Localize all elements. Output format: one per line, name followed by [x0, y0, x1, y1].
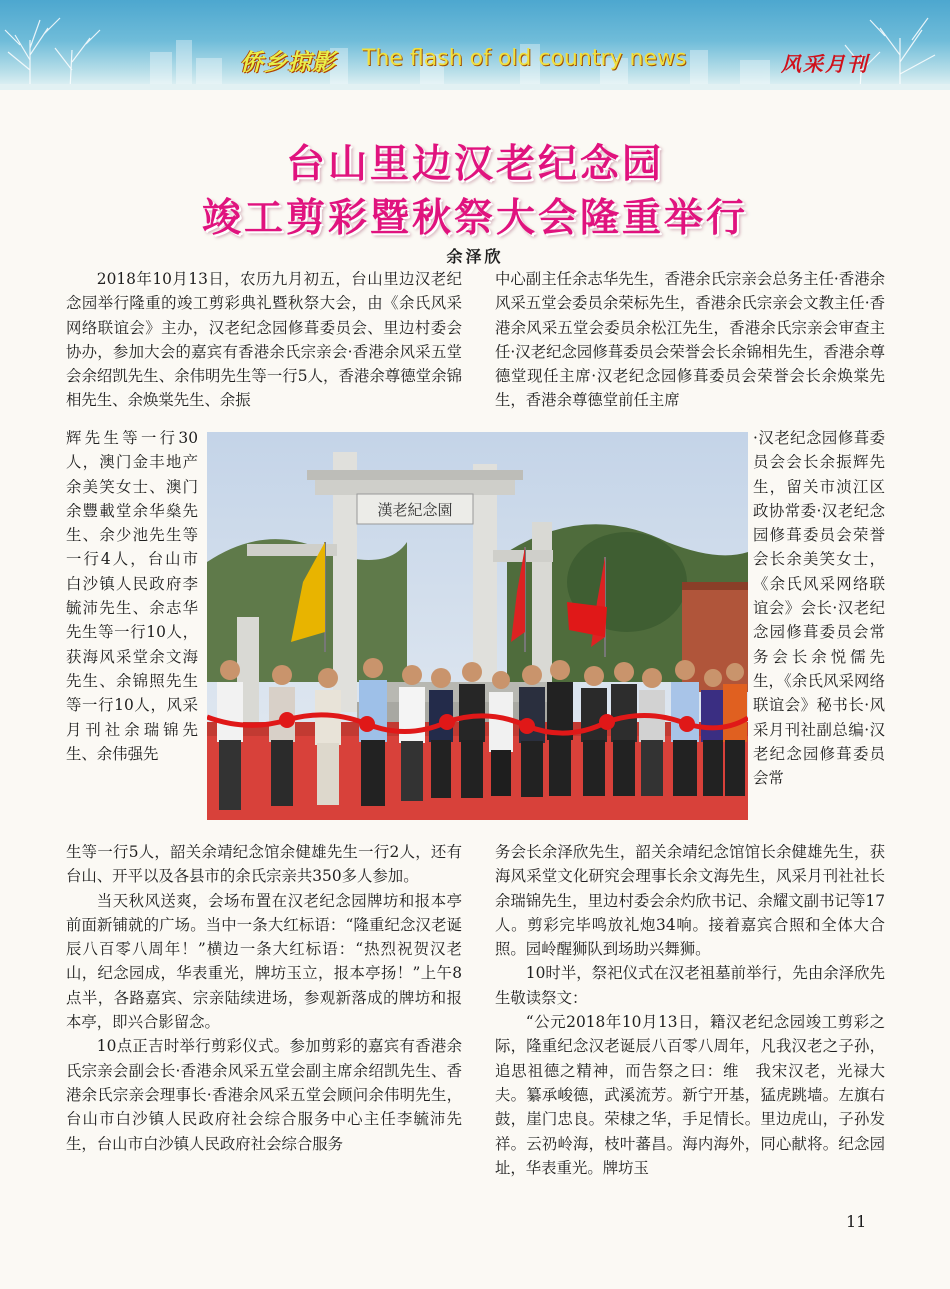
paragraph: 生等一行5人，韶关余靖纪念馆余健雄先生一行2人，还有台山、开平以及各县市的余氏宗亲共350多人参加。: [66, 843, 462, 886]
paragraph: 务会长余泽欣先生，韶关余靖纪念馆馆长余健雄先生，获海风采堂文化研究会理事长余文海先生，风采月刊社社长余瑞锦先生，里边村委会余灼欣书记、余耀文副书记等17人。剪彩完毕鸣放礼炮34响。接着嘉宾合照和全体大合照。园岭醒狮队到场助兴舞狮。: [495, 843, 885, 959]
right-column-wrap: [753, 426, 885, 790]
paragraph: 10点正吉时举行剪彩仪式。参加剪彩的嘉宾有香港余氏宗亲会副会长·香港余风采五堂会副主席余绍凯先生、香港余氏宗亲会理事长·香港余风采五堂会顾问余伟明先生，台山市白沙镇人民政府社会综合服务中心主任李毓沛先生，台山市白沙镇人民政府社会综合服务: [66, 1037, 462, 1153]
magazine-name: 风采月刊: [781, 52, 869, 76]
header-banner: [0, 0, 950, 90]
paragraph: 10时半，祭祀仪式在汉老祖墓前举行，先由余泽欣先生敬读祭文：: [495, 964, 885, 1007]
page-number: 11: [846, 1212, 867, 1231]
left-column-top: [66, 267, 462, 413]
article-author: 余泽欣: [446, 247, 504, 266]
article-title-line1: 台山里边汉老纪念园: [285, 142, 664, 187]
right-column-top: [495, 267, 885, 413]
arch-plaque-text: 漢老紀念園: [377, 501, 453, 519]
article-title-line2: 竣工剪彩暨秋祭大会隆重举行: [201, 196, 748, 241]
paragraph: 当天秋风送爽，会场布置在汉老纪念园牌坊和报本亭前面新铺就的广场。当中一条大红标语：“隆重纪念汉老诞辰八百零八周年！”横边一条大红标语：“热烈祝贺汉老山，纪念园成，华表重光，牌坊玉立，报本亭扬！”上午8点半，各路嘉宾、宗亲陆续进场，参观新落成的牌坊和报本亭，即兴合影留念。: [66, 891, 462, 1032]
left-column-bottom: [66, 840, 462, 1156]
section-title-english: The flash of old country news: [362, 46, 687, 71]
paragraph: 2018年10月13日，农历九月初五，台山里边汉老纪念园举行隆重的竣工剪彩典礼暨秋祭大会，由《余氏风采网络联谊会》主办，汉老纪念园修葺委员会、里边村委会协办，参加大会的嘉宾有香港余氏宗亲会·香港余风采五堂会余绍凯先生、余伟明先生等一行5人，香港余尊德堂余锦相先生、余焕棠先生、余振: [66, 270, 462, 410]
right-column-bottom: [495, 840, 885, 1180]
ceremony-photo: [207, 432, 748, 820]
paragraph: ·汉老纪念园修葺委员会会长余振辉先生，留关市浈江区政协常委·汉老纪念园修葺委员会荣誉会长余美笑女士，《余氏风采网络联谊会》会长·汉老纪念园修葺委员会常务会长余悦儒先生，《余氏风采网络联谊会》秘书长·风采月刊社副总编·汉老纪念园修葺委员会常: [753, 429, 885, 788]
paragraph: 中心副主任余志华先生，香港余氏宗亲会总务主任·香港余风采五堂会委员余荣标先生，香港余氏宗亲会文教主任·香港余风采五堂会委员余松江先生，香港余氏宗亲会审查主任·汉老纪念园修葺委员会荣誉会长余锦相先生，香港余尊德堂现任主席·汉老纪念园修葺委员会荣誉会长余焕棠先生，香港余尊德堂前任主席: [495, 270, 885, 410]
section-title: 侨乡掠影: [240, 50, 336, 76]
paragraph: “公元2018年10月13日，籍汉老纪念园竣工剪彩之际，隆重纪念汉老诞辰八百零八周年，凡我汉老之子孙，追思祖德之精神，而告祭之曰：维 我宋汉老，光禄大夫。纂承峻德，武溪流芳。新宁开基，猛虎跳墙。左旗右鼓，崖门忠良。荣棣之华，手足情长。里边虎山，子孙发祥。云礽岭海，枝叶蕃昌。海内海外，同心献将。纪念园址，华表重光。牌坊玉: [495, 1013, 885, 1177]
ribbon-cutting-illustration: [207, 432, 748, 820]
paragraph: 辉先生等一行30人，澳门金丰地产余美笑女士、澳门余豐載堂余华燊先生、余少池先生等一行4人，台山市白沙镇人民政府李毓沛先生、余志华先生等一行10人，获海风采堂余文海先生、余锦照先生等一行10人，风采月刊社余瑞锦先生、余伟强先: [66, 429, 198, 763]
left-column-wrap: [66, 426, 198, 766]
